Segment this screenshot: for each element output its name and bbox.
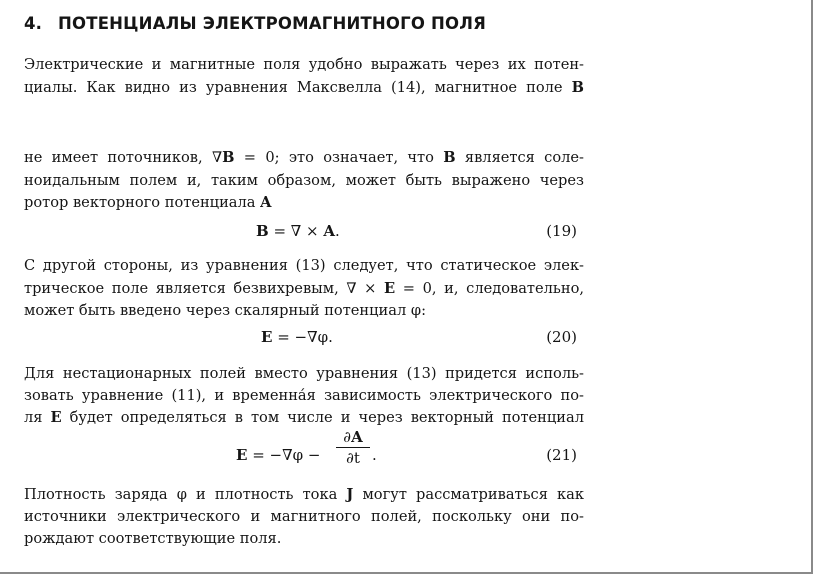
text-line: циалы. Как видно из уравнения Максвелла (14), магнитное поле B (24, 79, 584, 96)
text-line: источники электрического и магнитного полей, поскольку они по- (24, 508, 584, 525)
text-line: Для нестационарных полей вместо уравнения (13) придется исполь- (24, 365, 584, 382)
text-line: С другой стороны, из уравнения (13) следует, что статическое элек- (24, 257, 584, 274)
equation-20: E = −∇φ. (261, 328, 333, 346)
text-line: не имеет поточников, ∇B = 0; это означает, что B является соле- (24, 149, 584, 166)
fraction-bar (336, 447, 370, 448)
equation-21-trail: . (372, 446, 377, 464)
text-line: ля E будет определяться в том числе и через векторный потенциал (24, 409, 584, 426)
text-line: рождают соответствующие поля. (24, 530, 282, 547)
equation-number-20: (20) (546, 328, 577, 346)
text-line: ноидальным полем и, таким образом, может быть выражено через (24, 172, 584, 189)
equation-number-21: (21) (546, 446, 577, 464)
equation-21-lhs: E = −∇φ − (236, 446, 321, 464)
text-line: зовать уравнение (11), и временна́я зависимость электрического по- (24, 387, 584, 404)
equation-number-19: (19) (546, 222, 577, 240)
section-number: 4. (24, 14, 43, 33)
text-line: Электрические и магнитные поля удобно выражать через их потен- (24, 56, 584, 73)
fraction-denominator: ∂t (346, 449, 360, 467)
equation-19: B = ∇ × A. (256, 222, 340, 240)
section-heading (24, 14, 486, 33)
text-line: трическое поле является безвихревым, ∇ × E = 0, и, следовательно, (24, 280, 584, 297)
text-line: может быть введено через скалярный потенциал φ: (24, 302, 427, 319)
text-line: ротор векторного потенциала A (24, 194, 272, 211)
text-line: Плотность заряда φ и плотность тока J могут рассматриваться как (24, 486, 584, 503)
section-title: ПОТЕНЦИАЛЫ ЭЛЕКТРОМАГНИТНОГО ПОЛЯ (58, 14, 487, 33)
equation-21-fraction (336, 428, 370, 467)
fraction-numerator: ∂A (343, 428, 363, 446)
